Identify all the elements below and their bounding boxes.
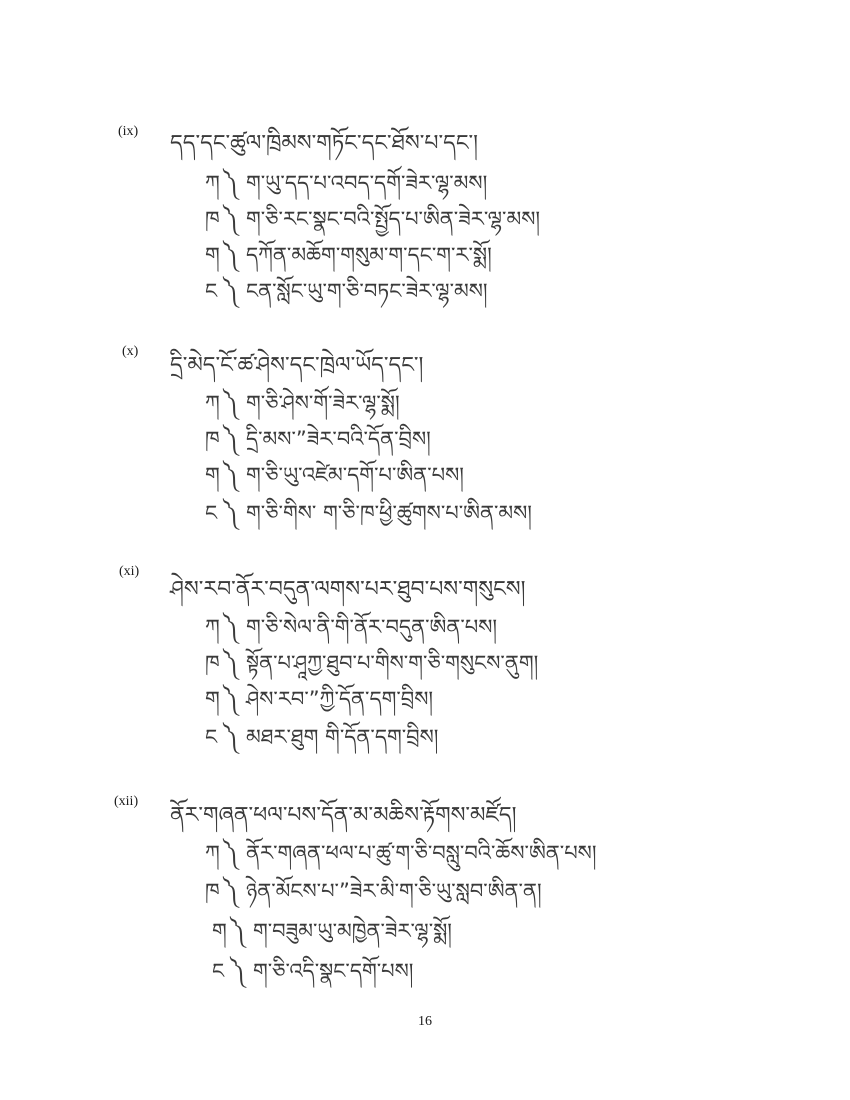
option-text: ཉེན་མོངས་པ་”ཟེར་མི་ག་ཅི་ཡུ་སླབ་ཨིན་ན།: [245, 879, 542, 903]
option-text: ག་ཡུ་དད་པ་འབད་དགོ་ཟེར་ལྷ་མས།: [245, 171, 488, 195]
option-letter: ག: [212, 919, 227, 943]
option-nga: [205, 490, 532, 549]
question-stem: དྲི་མེད་ངོ་ཚ་ཤེས་དང་ཁྲེལ་ཡོད་དང་།: [170, 353, 424, 378]
option-bracket: ༽: [223, 243, 238, 267]
option-text: ནོར་གཞན་ཕལ་པ་ཚུ་ག་ཅི་བསླུ་བའི་ཆོས་ཨིན་པས།: [245, 841, 597, 865]
option-letter: ང: [205, 279, 218, 303]
question-stem: ཤེས་རབ་ནོར་བདུན་ལགས་པར་ཐུབ་པས་གསུངས།: [170, 577, 526, 602]
option-text: དྲི་མས་”ཟེར་བའི་དོན་བྲིས།: [245, 427, 431, 451]
question-number: (xii): [114, 794, 139, 809]
question-stem: དད་དང་ཚུལ་ཁྲིམས་གཏོང་དང་ཐོས་པ་དང་།: [170, 131, 479, 156]
option-bracket: ༽: [223, 171, 238, 195]
option-letter: ག: [205, 687, 220, 711]
option-text: སྟོན་པ་ཤཱཀྱ་ཐུབ་པ་གིས་ག་ཅི་གསུངས་ནུག།: [245, 651, 539, 675]
option-bracket: ༽: [223, 427, 238, 451]
option-nga: [205, 268, 488, 327]
option-bracket: ༽: [223, 687, 238, 711]
page-number: 16: [418, 1014, 432, 1029]
option-text: ག་ཅི་ཡུ་འཛེམ་དགོ་པ་ཨིན་པས།: [245, 463, 464, 487]
option-text: ག་ཅི་སེལ་ནི་གི་ནོར་བདུན་ཨིན་པས།: [245, 615, 498, 639]
question-number: (ix): [118, 124, 139, 139]
option-bracket: ༽: [223, 725, 238, 749]
option-bracket: ༽: [223, 391, 238, 415]
option-letter: ང: [205, 501, 218, 525]
option-bracket: ༽: [223, 615, 238, 639]
option-text: ངན་སློང་ཡུ་ག་ཅི་བཏང་ཟེར་ལྷ་མས།: [245, 279, 488, 303]
option-letter: ག: [205, 463, 220, 487]
option-nga: [212, 948, 413, 1007]
option-text: ག་ཅི་གིས་ ག་ཅི་ཁ་ཕྱི་ཚུགས་པ་ཨིན་མས།: [245, 501, 532, 525]
option-bracket: ༽: [223, 651, 238, 675]
option-bracket: ༽: [230, 919, 245, 943]
option-letter: ཁ: [205, 651, 220, 675]
option-text: ག་ཅི་ཤེས་གོ་ཟེར་ལྷ་སྨོ།: [245, 391, 400, 415]
option-text: ག་བཟུམ་ཡུ་མཁྱེན་ཟེར་ལྷ་སྨོ།: [252, 919, 452, 943]
question-number: (xi): [119, 564, 140, 579]
option-letter: ཀ: [205, 171, 220, 195]
option-letter: ཁ: [205, 879, 220, 903]
option-bracket: ༽: [223, 279, 238, 303]
question-stem: ནོར་གཞན་ཕལ་པས་དོན་མ་མཆིས་རྟོགས་མཛོད།: [170, 803, 517, 828]
option-text: དཀོན་མཆོག་གསུམ་ག་དང་ག་ར་སྨོ།: [245, 243, 492, 267]
option-letter: ང: [212, 959, 225, 983]
option-letter: ཀ: [205, 391, 220, 415]
question-number: (x): [122, 344, 139, 359]
option-letter: ང: [205, 725, 218, 749]
option-text: ག་ཅི་འདི་སྣང་དགོ་པས།: [252, 959, 414, 983]
option-text: མཐར་ཐུག གི་དོན་དག་བྲིས།: [245, 725, 439, 749]
option-letter: ཁ: [205, 207, 220, 231]
option-text: ག་ཅི་རང་སྣང་བའི་སྤྱོད་པ་ཨིན་ཟེར་ལྷ་མས།: [245, 207, 541, 231]
option-letter: ཁ: [205, 427, 220, 451]
option-letter: ཀ: [205, 615, 220, 639]
option-bracket: ༽: [223, 879, 238, 903]
option-bracket: ༽: [223, 841, 238, 865]
option-bracket: ༽: [223, 463, 238, 487]
option-letter: ག: [205, 243, 220, 267]
option-text: ཤེས་རབ་”ཀྱི་དོན་དག་བྲིས།: [245, 687, 434, 711]
option-bracket: ༽: [223, 501, 238, 525]
option-letter: ཀ: [205, 841, 220, 865]
option-bracket: ༽: [223, 207, 238, 231]
option-bracket: ༽: [230, 959, 245, 983]
option-nga: [205, 714, 438, 773]
